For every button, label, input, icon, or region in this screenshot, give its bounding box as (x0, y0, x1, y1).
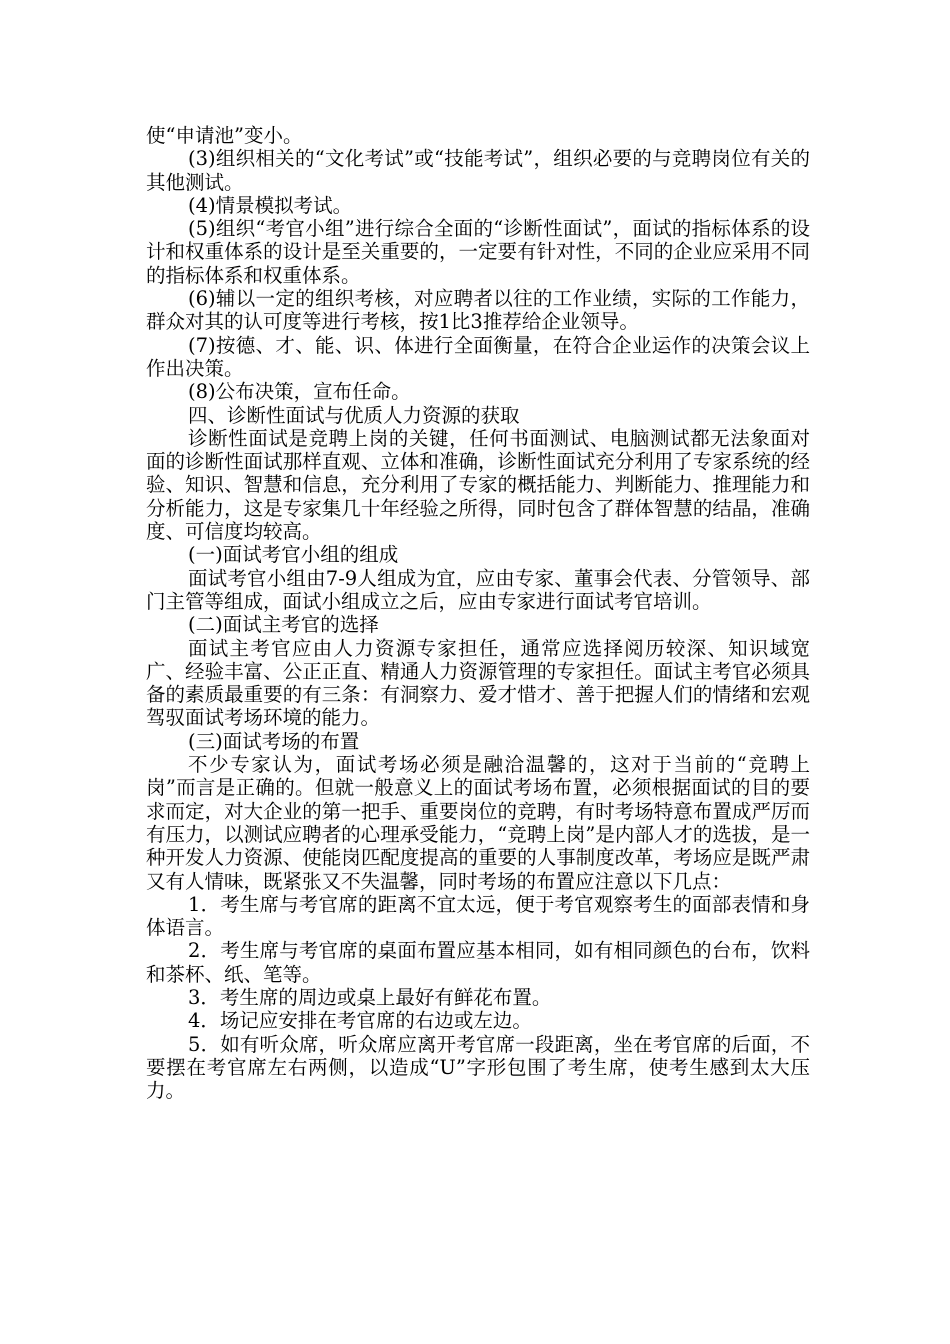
subsection-heading: (二)面试主考官的选择 (188, 613, 379, 637)
subsection-heading: (三)面试考场的布置 (188, 729, 360, 753)
list-item: 1．考生席与考官席的距离不宜太远，便于考官观察考生的面部表情和身体语言。 (146, 892, 810, 940)
paragraph: 面试主考官应由人力资源专家担任，通常应选择阅历较深、知识域宽广、经验丰富、公正正直、精通人力资源管理的专家担任。面试主考官必须具备的素质最重要的有三条：有洞察力、爱才惜才、善于把握人们的情绪和宏观驾驭面试考场环境的能力。 (146, 636, 810, 730)
list-item: 3．考生席的周边或桌上最好有鲜花布置。 (188, 985, 552, 1009)
paragraph: 诊断性面试是竞聘上岗的关键，任何书面测试、电脑测试都无法象面对面的诊断性面试那样直观、立体和准确，诊断性面试充分利用了专家系统的经验、知识、智慧和信息，充分利用了专家的概括能力、判断能力、推理能力和分析能力，这是专家集几十年经验之所得，同时包含了群体智慧的结晶，准确度、可信度均较高。 (146, 426, 810, 544)
paragraph: (6)辅以一定的组织考核，对应聘者以往的工作业绩，实际的工作能力，群众对其的认可度等进行考核，按1比3推荐给企业领导。 (146, 287, 810, 334)
paragraph: (5)组织“考官小组”进行综合全面的“诊断性面试”，面试的指标体系的设计和权重体系的设计是至关重要的，一定要有针对性，不同的企业应采用不同的指标体系和权重体系。 (146, 217, 810, 287)
paragraph: 不少专家认为，面试考场必须是融洽温馨的，这对于当前的“竞聘上岗”而言是正确的。但就一般意义上的面试考场布置，必须根据面试的目的要求而定，对大企业的第一把手、重要岗位的竞聘，有时考场特意布置成严厉而有压力，以测试应聘者的心理承受能力，“竞聘上岗”是内部人才的选拔，是一种开发人力资源、使能岗匹配度提高的重要的人事制度改革，考场应是既严肃又有人情味，既紧张又不失温馨，同时考场的布置应注意以下几点： (146, 753, 810, 893)
paragraph: 面试考官小组由7-9人组成为宜，应由专家、董事会代表、分管领导、部门主管等组成，面试小组成立之后，应由专家进行面试考官培训。 (146, 566, 810, 613)
document-body (146, 124, 810, 1102)
paragraph: (3)组织相关的“文化考试”或“技能考试”，组织必要的与竞聘岗位有关的其他测试。 (146, 147, 810, 194)
list-item: 4．场记应安排在考官席的右边或左边。 (188, 1009, 532, 1033)
section-heading: 四、诊断性面试与优质人力资源的获取 (188, 403, 520, 427)
list-item: 2．考生席与考官席的桌面布置应基本相同，如有相同颜色的台布，饮料和茶杯、纸、笔等。 (146, 939, 810, 986)
paragraph: (7)按德、才、能、识、体进行全面衡量，在符合企业运作的决策会议上作出决策。 (146, 333, 810, 380)
paragraph: (4)情景模拟考试。 (188, 193, 353, 217)
paragraph: (8)公布决策，宣布任命。 (188, 380, 411, 404)
paragraph: 使“申请池”变小。 (146, 124, 303, 147)
list-item: 5．如有听众席，听众席应离开考官席一段距离，坐在考官席的后面，不要摆在考官席左右两侧，以造成“U”字形包围了考生席，使考生感到太大压力。 (146, 1032, 810, 1103)
subsection-heading: (一)面试考官小组的组成 (188, 543, 399, 567)
